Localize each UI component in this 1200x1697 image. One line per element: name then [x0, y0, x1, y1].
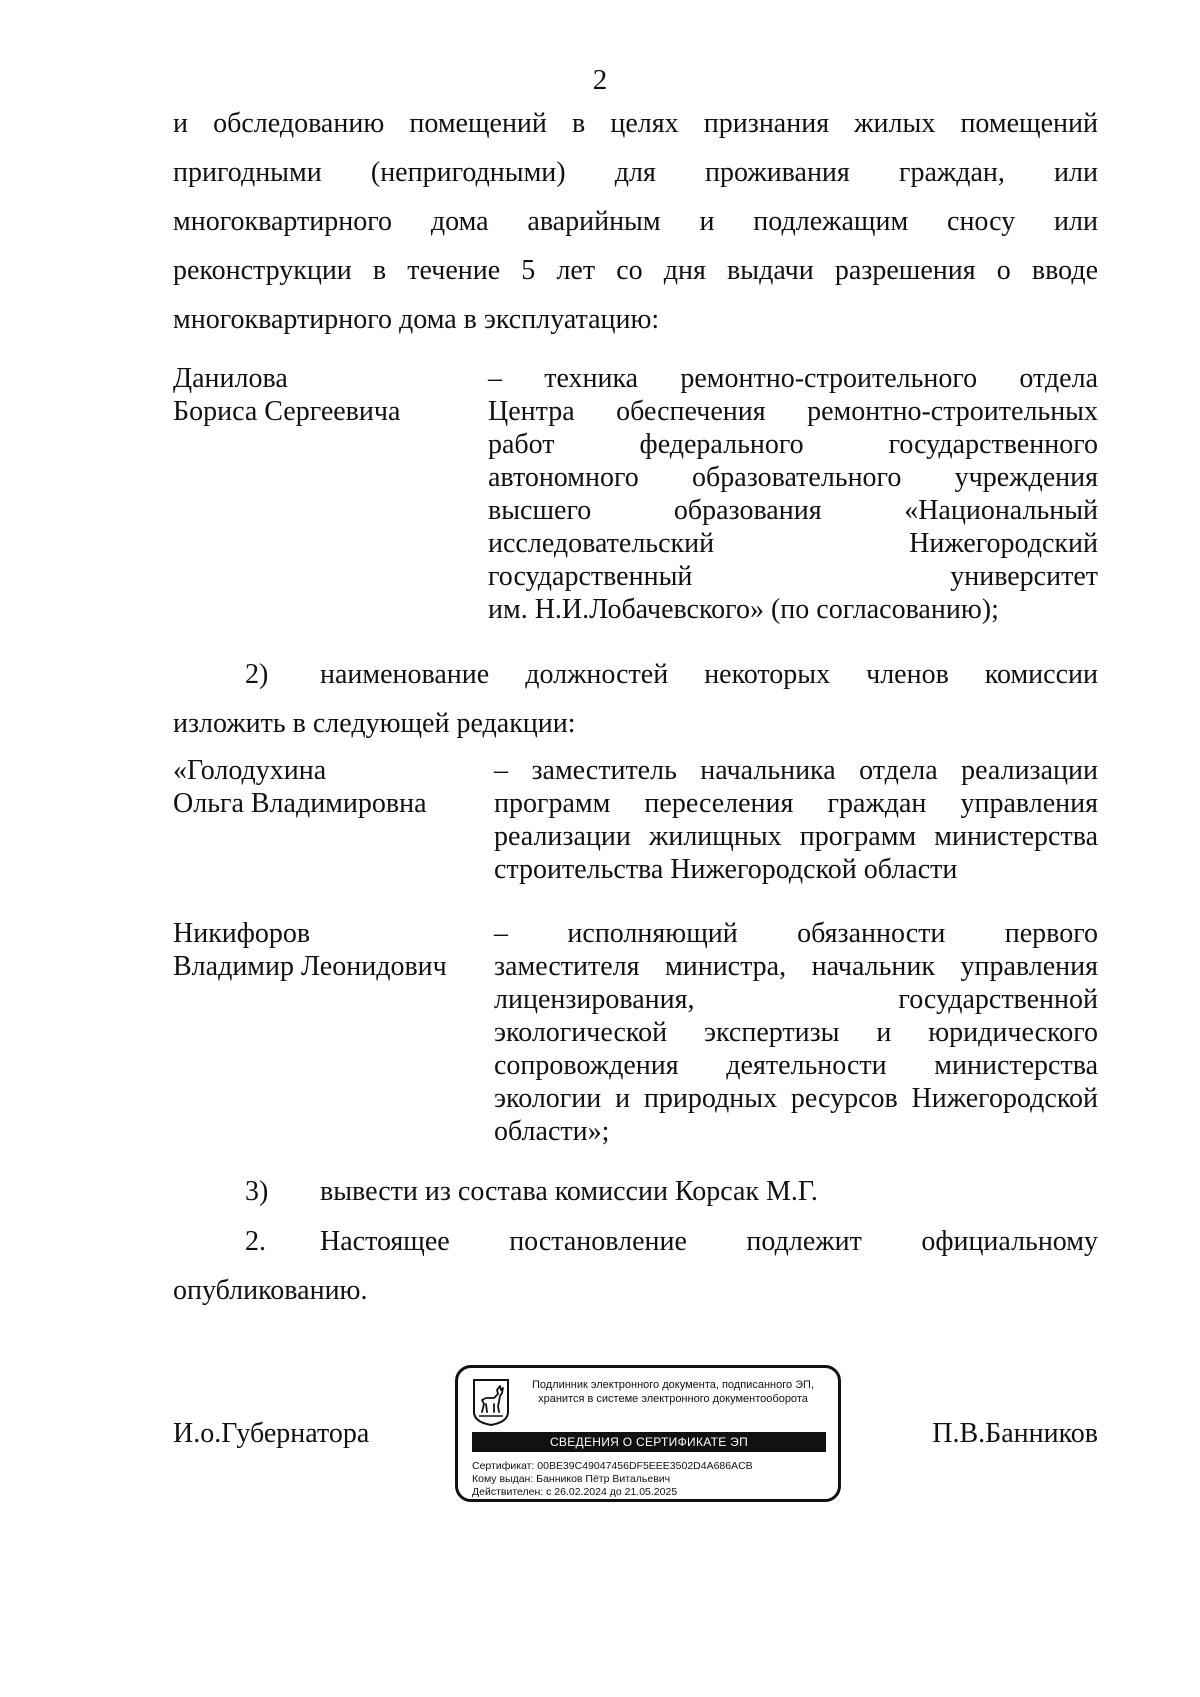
item-text: опубликованию.	[173, 1275, 368, 1306]
position-line: – заместитель начальника отдела реализации	[494, 755, 1098, 786]
position-line: экологии и природных ресурсов Нижегородской	[494, 1083, 1098, 1114]
position-line: сопровождения деятельности министерства	[494, 1050, 1098, 1081]
position-line: заместителя министра, начальник управления	[494, 951, 1098, 982]
member-given-names: Владимир Леонидович	[173, 951, 447, 982]
stamp-note-line: хранится в системе электронного документооборота	[538, 1393, 808, 1405]
position-line: исследовательский Нижегородский	[488, 528, 1098, 559]
stamp-header: СВЕДЕНИЯ О СЕРТИФИКАТЕ ЭП	[472, 1432, 826, 1452]
intro-line: пригодными (непригодными) для проживания граждан, или	[173, 157, 1098, 188]
stamp-note	[518, 1378, 828, 1406]
item-text: Настоящее постановление подлежит официальному	[320, 1226, 1098, 1257]
position-line: программ переселения граждан управления	[494, 788, 1098, 819]
position-line: строительства Нижегородской области	[494, 854, 958, 885]
member-given-names: Ольга Владимировна	[173, 788, 427, 819]
intro-line: многоквартирного дома в эксплуатацию:	[173, 304, 660, 335]
position-line: – исполняющий обязанности первого	[494, 918, 1098, 949]
item-text: наименование должностей некоторых членов комиссии	[320, 659, 1098, 690]
member-position	[488, 362, 1098, 626]
member-name	[173, 362, 473, 428]
deer-emblem-icon	[472, 1378, 510, 1426]
member-surname: Никифоров	[173, 918, 311, 949]
item-number: 2)	[245, 659, 269, 690]
intro-line: и обследованию помещений в целях признания жилых помещений	[173, 108, 1098, 139]
position-line: – техника ремонтно-строительного отдела	[488, 363, 1098, 394]
member-surname: Данилова	[173, 363, 288, 394]
member-surname: «Голодухина	[173, 755, 327, 786]
item-number: 3)	[245, 1176, 269, 1207]
member-given-names: Бориса Сергеевича	[173, 396, 401, 427]
electronic-signature-stamp	[455, 1365, 841, 1502]
certificate-owner: Кому выдан: Банников Пётр Витальевич	[472, 1473, 671, 1485]
item-text: изложить в следующей редакции:	[173, 708, 576, 739]
position-line: автономного образовательного учреждения	[488, 462, 1098, 493]
page-number: 2	[592, 64, 608, 96]
certificate-validity: Действителен: с 26.02.2024 до 21.05.2025	[472, 1486, 678, 1498]
signatory-position: И.о.Губернатора	[173, 1418, 370, 1449]
certificate-number: Сертификат: 00BE39C49047456DF5EEE3502D4A686ACB	[472, 1460, 753, 1472]
position-line: высшего образования «Национальный	[488, 495, 1098, 526]
item-2-continuation	[173, 707, 1098, 740]
intro-line: многоквартирного дома аварийным и подлежащим сносу или	[173, 206, 1098, 237]
position-line: области»;	[494, 1116, 610, 1147]
stamp-note-line: Подлинник электронного документа, подписанного ЭП,	[531, 1379, 815, 1391]
position-line: им. Н.И.Лобачевского» (по согласованию);	[488, 594, 999, 625]
paragraph-2-continuation	[173, 1274, 1098, 1307]
position-line: государственный университет	[488, 561, 1098, 592]
member-name	[173, 754, 473, 820]
position-line: Центра обеспечения ремонтно-строительных	[488, 396, 1098, 427]
member-position	[494, 917, 1098, 1148]
item-number: 2.	[245, 1226, 266, 1257]
member-position	[494, 754, 1098, 886]
intro-line: реконструкции в течение 5 лет со дня выдачи разрешения о вводе	[173, 255, 1098, 286]
position-line: лицензирования, государственной	[494, 984, 1098, 1015]
member-name	[173, 917, 473, 983]
position-line: работ федерального государственного	[488, 429, 1098, 460]
item-text: вывести из состава комиссии Корсак М.Г.	[320, 1176, 818, 1207]
position-line: экологической экспертизы и юридического	[494, 1017, 1098, 1048]
position-line: реализации жилищных программ министерства	[494, 821, 1098, 852]
signatory-name: П.В.Банников	[932, 1418, 1098, 1449]
